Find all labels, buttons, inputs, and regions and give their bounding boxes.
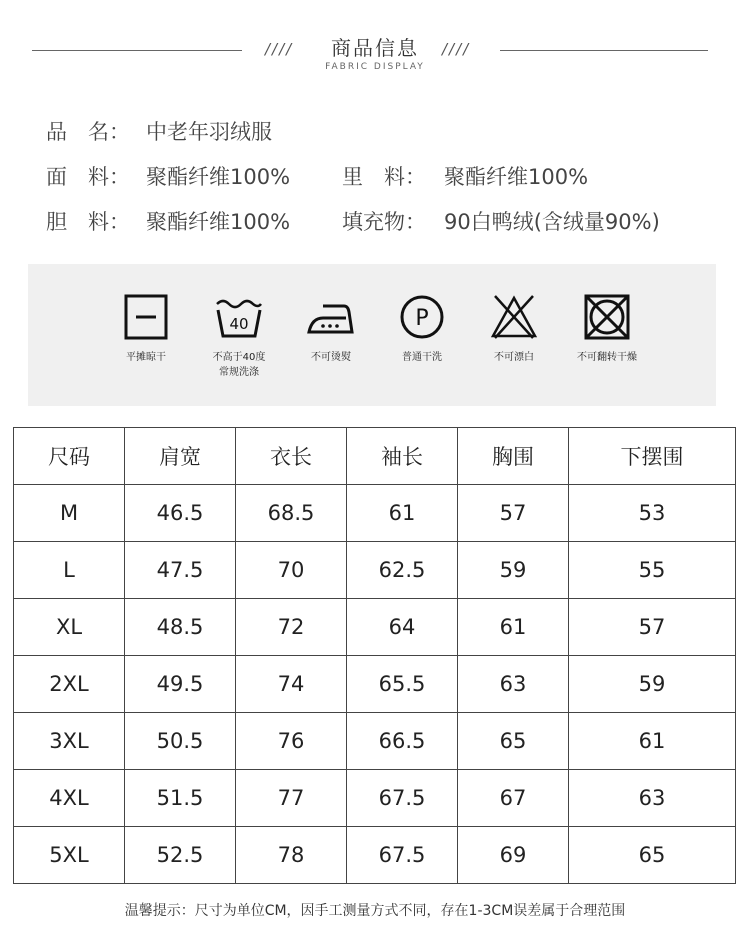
table-cell: L — [14, 542, 125, 599]
name-value: 中老年羽绒服 — [146, 120, 272, 144]
flat-dry-icon — [121, 292, 171, 342]
table-header-cell: 肩宽 — [125, 428, 236, 485]
table-cell: M — [14, 485, 125, 542]
table-cell: 61 — [347, 485, 458, 542]
table-cell: 67 — [458, 770, 569, 827]
table-cell: 63 — [458, 656, 569, 713]
table-cell: 59 — [458, 542, 569, 599]
table-cell: 48.5 — [125, 599, 236, 656]
svg-text:P: P — [415, 306, 429, 331]
lining-label: 里 料： — [342, 165, 426, 189]
table-cell: 78 — [236, 827, 347, 884]
table-cell: 50.5 — [125, 713, 236, 770]
size-table — [13, 427, 736, 884]
table-header-cell: 袖长 — [347, 428, 458, 485]
table-cell: 57 — [569, 599, 736, 656]
table-cell: 69 — [458, 827, 569, 884]
name-label: 品 名： — [46, 120, 130, 144]
care-instructions — [28, 264, 716, 406]
table-cell: 49.5 — [125, 656, 236, 713]
table-cell: 53 — [569, 485, 736, 542]
table-cell: 5XL — [14, 827, 125, 884]
table-cell: 57 — [458, 485, 569, 542]
care-label: 不可烫熨 — [311, 352, 351, 363]
inner-fabric-label: 胆 料： — [46, 210, 130, 234]
info-row-fabric — [46, 159, 660, 204]
table-cell: 67.5 — [347, 827, 458, 884]
table-row — [14, 485, 736, 542]
no-iron-icon — [306, 292, 356, 342]
table-cell: 52.5 — [125, 827, 236, 884]
table-cell: 72 — [236, 599, 347, 656]
table-cell: 77 — [236, 770, 347, 827]
table-row — [14, 770, 736, 827]
section-header — [0, 0, 750, 90]
table-row — [14, 599, 736, 656]
table-header-cell: 尺码 — [14, 428, 125, 485]
table-cell: 65 — [458, 713, 569, 770]
table-cell: 61 — [569, 713, 736, 770]
table-cell: 46.5 — [125, 485, 236, 542]
table-cell: 65 — [569, 827, 736, 884]
table-cell: 51.5 — [125, 770, 236, 827]
no-tumble-dry-icon — [582, 292, 632, 342]
table-cell: 66.5 — [347, 713, 458, 770]
dry-clean-p-icon — [397, 292, 447, 342]
outer-fabric-label: 面 料： — [46, 165, 130, 189]
table-cell: 67.5 — [347, 770, 458, 827]
outer-fabric-value: 聚酯纤维100% — [146, 165, 291, 189]
table-cell: 74 — [236, 656, 347, 713]
table-cell: 68.5 — [236, 485, 347, 542]
table-cell: 59 — [569, 656, 736, 713]
header-slashes-left: //// — [265, 40, 294, 58]
filling-value: 90白鸭绒(含绒量90%) — [444, 210, 660, 234]
care-label: 不可翻转干燥 — [577, 352, 637, 363]
care-label: 普通干洗 — [402, 352, 442, 363]
no-bleach-icon — [489, 292, 539, 342]
care-label: 平摊晾干 — [126, 352, 166, 363]
table-cell: 4XL — [14, 770, 125, 827]
table-cell: 2XL — [14, 656, 125, 713]
care-label: 不高于40度 常规洗涤 — [212, 352, 266, 378]
header-divider-right — [500, 50, 708, 51]
table-row — [14, 827, 736, 884]
table-cell: 55 — [569, 542, 736, 599]
section-subtitle: FABRIC DISPLAY — [325, 62, 425, 72]
info-row-filling — [46, 204, 660, 249]
svg-text:40: 40 — [229, 315, 249, 333]
table-cell: 70 — [236, 542, 347, 599]
table-cell: 63 — [569, 770, 736, 827]
table-cell: 61 — [458, 599, 569, 656]
wash-40-icon — [214, 292, 264, 342]
table-row — [14, 542, 736, 599]
measurement-note: 温馨提示：尺寸为单位CM，因手工测量方式不同，存在1-3CM误差属于合理范围 — [124, 903, 626, 919]
table-header-cell: 胸围 — [458, 428, 569, 485]
table-cell: 62.5 — [347, 542, 458, 599]
lining-value: 聚酯纤维100% — [444, 165, 589, 189]
table-header-cell: 衣长 — [236, 428, 347, 485]
table-cell: XL — [14, 599, 125, 656]
table-cell: 65.5 — [347, 656, 458, 713]
section-title: 商品信息 — [331, 36, 419, 60]
filling-label: 填充物： — [342, 210, 426, 234]
header-slashes-right: //// — [442, 40, 471, 58]
inner-fabric-value: 聚酯纤维100% — [146, 210, 291, 234]
table-cell: 47.5 — [125, 542, 236, 599]
table-cell: 64 — [347, 599, 458, 656]
table-row — [14, 656, 736, 713]
table-header-row — [14, 428, 736, 485]
care-label: 不可漂白 — [494, 352, 534, 363]
table-cell: 76 — [236, 713, 347, 770]
table-row — [14, 713, 736, 770]
info-row-name — [46, 114, 660, 159]
table-cell: 3XL — [14, 713, 125, 770]
table-header-cell: 下摆围 — [569, 428, 736, 485]
product-info — [46, 114, 660, 249]
